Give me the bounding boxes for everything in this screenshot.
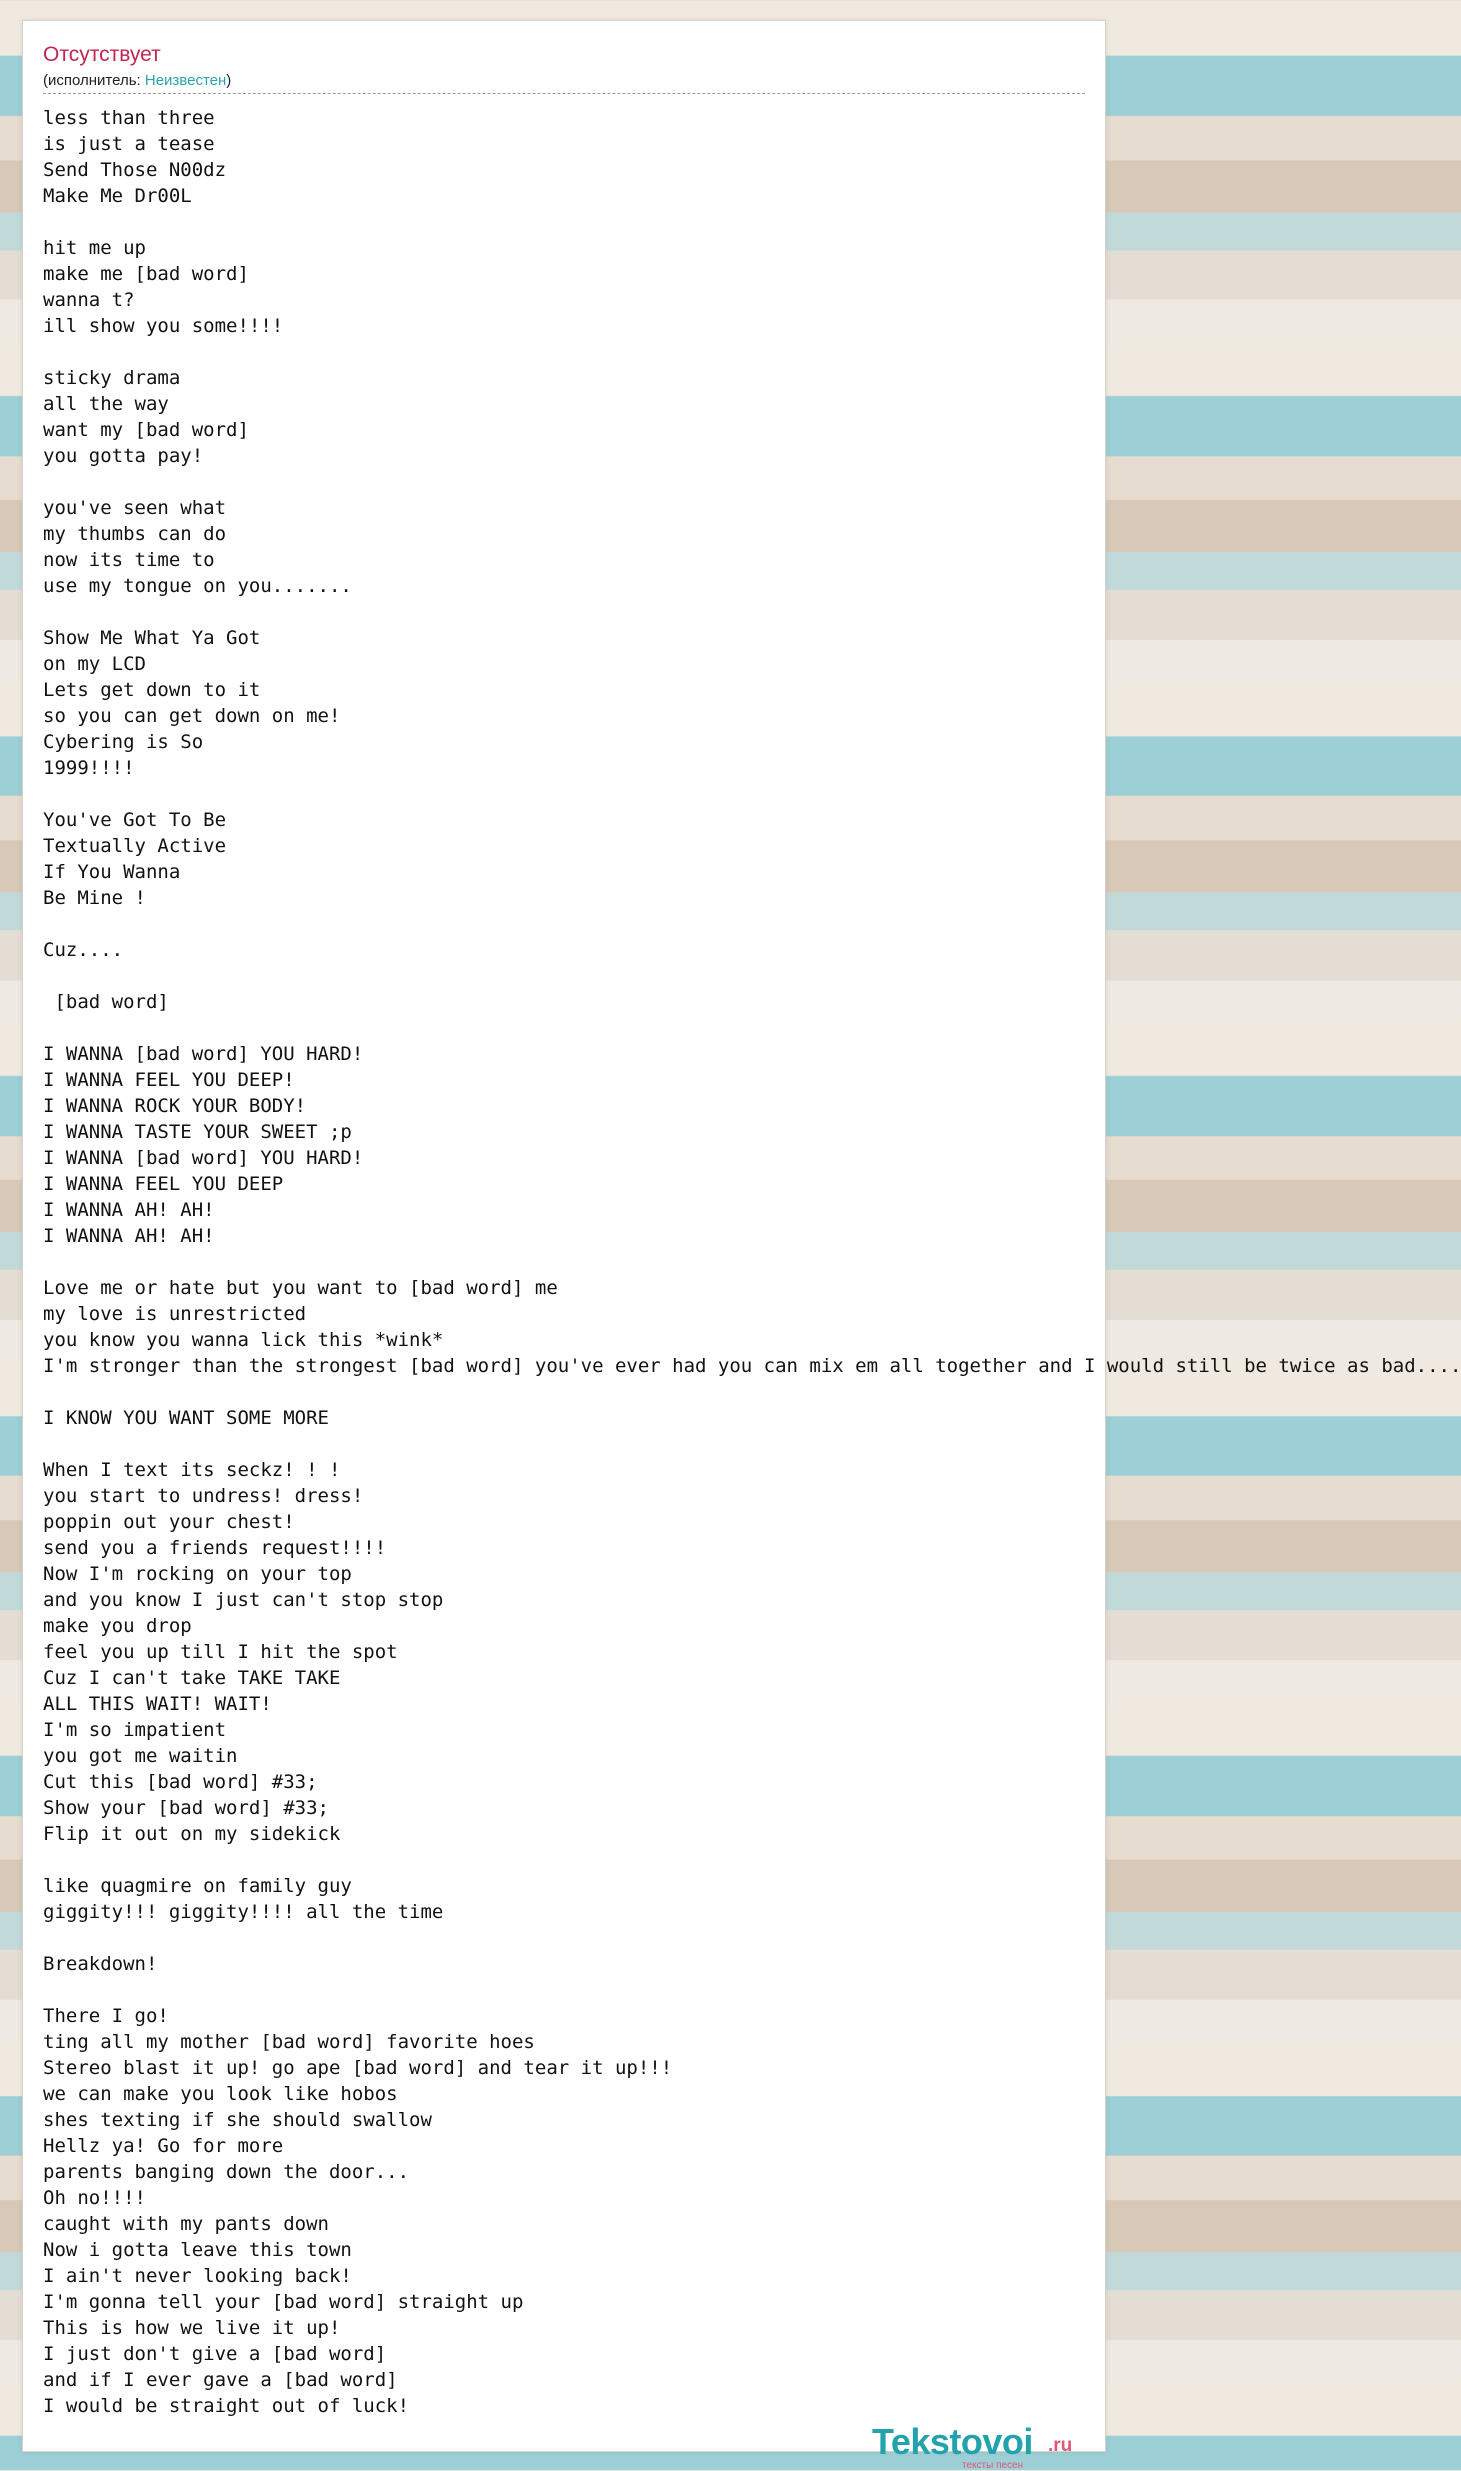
lyric-line: Cuz I can't take TAKE TAKE — [43, 1667, 341, 1689]
lyric-line: hit me up — [43, 237, 146, 259]
artist-link[interactable]: Неизвестен — [144, 72, 227, 89]
lyric-line: Breakdown! — [43, 1953, 158, 1975]
site-logo[interactable] — [872, 2421, 1092, 2471]
lyric-line: parents banging down the door... — [43, 2161, 410, 2183]
lyric-line: I WANNA AH! AH! — [43, 1199, 215, 1221]
lyric-line: and if I ever gave a [bad word] — [43, 2369, 398, 2391]
lyric-line: shes texting if she should swallow — [43, 2109, 432, 2131]
lyric-line: feel you up till I hit the spot — [43, 1641, 398, 1663]
lyric-line: I ain't never looking back! — [43, 2265, 352, 2287]
lyric-line: my love is unrestricted — [43, 1303, 307, 1325]
lyric-line: is just a tease — [43, 133, 215, 155]
lyric-line: you've seen what — [43, 497, 227, 519]
lyric-line: make you drop — [43, 1615, 192, 1637]
song-title: Отсутствует — [43, 43, 161, 66]
lyric-line: Oh no!!!! — [43, 2187, 146, 2209]
artist-line — [43, 72, 231, 89]
lyric-line: you gotta pay! — [43, 445, 204, 467]
lyric-line: Show Me What Ya Got — [43, 627, 261, 649]
lyric-line: [bad word] — [43, 991, 169, 1013]
lyric-line: I WANNA ROCK YOUR BODY! — [43, 1095, 307, 1117]
lyric-line: you start to undress! dress! — [43, 1485, 364, 1507]
title-divider — [43, 93, 1085, 94]
lyric-line: Make Me Dr00L — [43, 185, 192, 207]
logo-wordmark: Tekstovoi — [872, 2421, 1033, 2462]
lyric-line: Be Mine ! — [43, 887, 146, 909]
lyric-line: giggity!!! giggity!!!! all the time — [43, 1901, 444, 1923]
lyric-line: I WANNA AH! AH! — [43, 1225, 215, 1247]
lyric-line: make me [bad word] — [43, 263, 249, 285]
lyric-line: like quagmire on family guy — [43, 1875, 352, 1897]
lyric-line: Cybering is So — [43, 731, 204, 753]
lyric-line: Stereo blast it up! go ape [bad word] and tear it up!!! — [43, 2057, 673, 2079]
lyric-line: ill show you some!!!! — [43, 315, 284, 337]
lyric-line: you got me waitin — [43, 1745, 238, 1767]
lyric-line: You've Got To Be — [43, 809, 227, 831]
lyric-line: caught with my pants down — [43, 2213, 329, 2235]
lyric-line: and you know I just can't stop stop — [43, 1589, 444, 1611]
lyric-line: my thumbs can do — [43, 523, 227, 545]
lyric-line: Flip it out on my sidekick — [43, 1823, 341, 1845]
lyric-line: wanna t? — [43, 289, 135, 311]
lyric-line: sticky drama — [43, 367, 181, 389]
lyric-line: ALL THIS WAIT! WAIT! — [43, 1693, 272, 1715]
lyric-line: all the way — [43, 393, 169, 415]
lyric-line: Show your [bad word] #33; — [43, 1797, 329, 1819]
lyric-line: Lets get down to it — [43, 679, 261, 701]
lyric-line: Now i gotta leave this town — [43, 2239, 352, 2261]
artist-prefix: (исполнитель: — [43, 72, 145, 89]
lyric-line: so you can get down on me! — [43, 705, 341, 727]
lyric-line: I WANNA TASTE YOUR SWEET ;p — [43, 1121, 352, 1143]
lyric-line: poppin out your chest! — [43, 1511, 295, 1533]
lyric-line: When I text its seckz! ! ! — [43, 1459, 341, 1481]
lyric-line: I KNOW YOU WANT SOME MORE — [43, 1407, 329, 1429]
lyric-line: I WANNA FEEL YOU DEEP — [43, 1173, 284, 1195]
lyrics-text — [43, 105, 1461, 2419]
lyric-line: Cuz.... — [43, 939, 124, 961]
lyric-line: This is how we live it up! — [43, 2317, 341, 2339]
lyric-line: There I go! — [43, 2005, 169, 2027]
lyric-line: we can make you look like hobos — [43, 2083, 398, 2105]
lyric-line: want my [bad word] — [43, 419, 249, 441]
lyric-line: 1999!!!! — [43, 757, 135, 779]
lyric-line: use my tongue on you....... — [43, 575, 352, 597]
lyric-line: Send Those N00dz — [43, 159, 227, 181]
lyric-line: I would be straight out of luck! — [43, 2395, 410, 2417]
lyric-line: I'm so impatient — [43, 1719, 227, 1741]
lyric-line: I WANNA [bad word] YOU HARD! — [43, 1043, 364, 1065]
lyric-line: I WANNA FEEL YOU DEEP! — [43, 1069, 295, 1091]
artist-suffix: ) — [226, 72, 232, 89]
lyric-line: If You Wanna — [43, 861, 181, 883]
lyric-line: I'm gonna tell your [bad word] straight up — [43, 2291, 524, 2313]
lyric-line: on my LCD — [43, 653, 146, 675]
logo-domain: .ru — [1048, 2435, 1073, 2456]
lyric-line: Love me or hate but you want to [bad word] me — [43, 1277, 558, 1299]
lyric-line: Textually Active — [43, 835, 227, 857]
lyric-line: Hellz ya! Go for more — [43, 2135, 284, 2157]
lyric-line: you know you wanna lick this *wink* — [43, 1329, 444, 1351]
lyric-line: I WANNA [bad word] YOU HARD! — [43, 1147, 364, 1169]
lyric-line: I just don't give a [bad word] — [43, 2343, 387, 2365]
lyric-line: now its time to — [43, 549, 215, 571]
lyric-line: I'm stronger than the strongest [bad word] you've ever had you can mix em all together and I would still be twice as bad.... — [43, 1355, 1461, 1377]
lyric-line: less than three — [43, 107, 215, 129]
lyric-line: send you a friends request!!!! — [43, 1537, 387, 1559]
lyrics-card — [22, 20, 1461, 2452]
lyric-line: ting all my mother [bad word] favorite hoes — [43, 2031, 535, 2053]
lyric-line: Cut this [bad word] #33; — [43, 1771, 318, 1793]
lyric-line: Now I'm rocking on your top — [43, 1563, 352, 1585]
logo-tagline: тексты песен — [962, 2460, 1024, 2471]
